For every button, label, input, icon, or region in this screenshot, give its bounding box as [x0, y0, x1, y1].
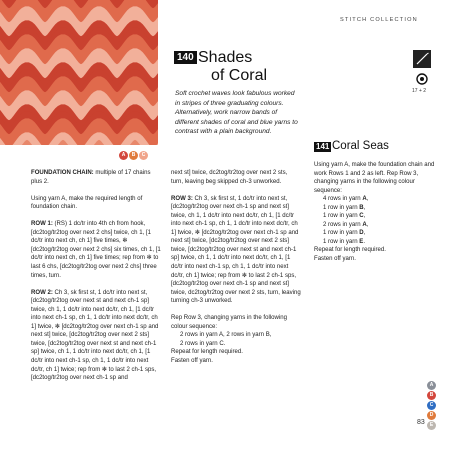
- colour-sequence-list: [314, 195, 442, 246]
- row-3-text: Ch 3, sk first st, 1 dc/tr into next st, [dc2tog/tr2tog over next ch-1 sp and next st] twice, ch 1, 1 dc/tr into next dc/tr, ch 1, [1 dc/tr into next ch-1 sp, ch 1, 1 dc/tr into next dc/tr, ch 1] twice, ✻ [dc2tog/tr2tog over next ch-1 sp and next st] twice, [dc2tog/tr2tog over next 2 sts] twice, [dc2tog/tr2tog over next st and next ch-1 sp] twice, ch 1, 1 dc/tr into next dc/tr, ch 1, [1 dc/tr into next ch-1 sp, ch 1, 1 dc/tr into next dc/tr, ch 1] twice; rep from ✻ to last 2 ch-1 sps, [dc2tog/tr2tog over next ch-1 sp and next st] twice, dc2tog/tr2tog over next 2 sts, turn, leaving turning ch-3 unworked.: [171, 195, 301, 305]
- repeat-instruction: Repeat for length required.: [171, 349, 243, 356]
- sequence-punctuation: ,: [366, 196, 369, 203]
- colour-sequence-line: [314, 221, 442, 230]
- row-1-label: ROW 1:: [31, 221, 53, 228]
- pattern-intro: Soft crochet waves look fabulous worked in stripes of three graduating colours. Alternatively, work narrow bands of different shades of coral and blue yarns to contrast with a plain background.: [175, 90, 298, 136]
- row-1-text: (RS) 1 dc/tr into 4th ch from hook, [dc2tog/tr2tog over next 2 chs] twice, ch 1, [1 dc/tr into next ch, ch 1] five times, ✻ [dc2tog/tr2tog over next 2 chs] six times, ch 1, [1 dc/tr into next ch, ch 1] five times; rep from ✻ to last 6 chs, [dc2tog/tr2tog over next 2 chs] three times, turn.: [31, 221, 161, 279]
- colour-sequence-line: [314, 195, 442, 204]
- repeat-instruction: Repeat for length required.: [314, 247, 386, 254]
- sequence-punctuation: ,: [363, 230, 366, 237]
- pattern-title-line2: of Coral: [211, 67, 268, 84]
- pattern-number: 140: [174, 51, 197, 64]
- sequence-text: 1 row in yarn: [323, 230, 360, 237]
- pattern-title-line1: Shades: [198, 49, 253, 66]
- row-3-label: ROW 3:: [171, 195, 193, 202]
- stitch-sample-photo: [0, 0, 158, 145]
- crochet-hook-icon: [413, 50, 431, 68]
- instructions-column-1: [31, 169, 161, 383]
- sequence-text: 1 row in yarn: [323, 238, 360, 245]
- yarn-badge-b: B: [427, 391, 436, 400]
- instructions-column-2: [171, 169, 301, 366]
- section-header: STITCH COLLECTION: [340, 17, 418, 23]
- instruction-paragraph: Using yarn A, make the required length of foundation chain.: [31, 195, 143, 211]
- pattern-141-title: Coral Seas: [332, 140, 389, 152]
- sequence-yarn: B: [359, 204, 364, 211]
- coral-seas-intro: Using yarn A, make the foundation chain and work Rows 1 and 2 as left. Rep Row 3, changing yarns in the following colour sequence:: [314, 162, 435, 194]
- sequence-yarn: A: [362, 196, 367, 203]
- colour-sequence-intro: Rep Row 3, changing yarns in the following colour sequence:: [171, 315, 287, 330]
- colour-sequence-line: 2 rows in yarn C.: [180, 340, 226, 347]
- sequence-text: 2 rows in yarn: [323, 221, 363, 228]
- sequence-text: 1 row in yarn: [323, 204, 360, 211]
- sequence-yarn: A: [362, 221, 367, 228]
- page-number: 83: [417, 419, 425, 426]
- pattern-141-number: 141: [316, 142, 330, 151]
- yarn-badge-d: D: [427, 411, 436, 420]
- colour-sequence-line: [314, 212, 442, 221]
- yarn-badge-b: B: [129, 151, 138, 160]
- colour-sequence-line: 2 rows in yarn A, 2 rows in yarn B,: [180, 332, 272, 339]
- sequence-punctuation: ,: [363, 213, 366, 220]
- yarn-badge-c: C: [139, 151, 148, 160]
- row-2-label: ROW 2:: [31, 289, 53, 296]
- instructions-column-3: [314, 161, 442, 264]
- stitch-multiple-label: 17 + 2: [412, 88, 427, 94]
- foundation-text: multiple of 17 chains plus 2.: [31, 170, 151, 185]
- yarn-badge-a: A: [119, 151, 128, 160]
- row-2-text: Ch 3, sk first st, 1 dc/tr into next st, [dc2tog/tr2tog over next st and next ch-1 sp] twice, ch 1, 1 dc/tr into next dc/tr, ch 1, [1 dc/tr into next ch-1 sp, ch 1, 1 dc/tr into next dc/tr, ch 1] twice, ✻ [dc2tog/tr2tog over next ch-1 sp and next st] twice, [dc2tog/tr2tog over next 2 sts] twice, [dc2tog/tr2tog over next st and next ch-1 sp] twice, ch 1, 1 dc/tr into next dc/tr, ch 1, [1 dc/tr into next ch-1 sp, ch 1, 1 dc/tr into next dc/tr, ch 1] twice; rep from ✻ to last 2 ch-1 sps, [dc2tog/tr2tog over next ch-1 sp and: [31, 289, 159, 382]
- sequence-punctuation: ,: [363, 204, 366, 211]
- fasten-off-instruction: Fasten off yarn.: [171, 358, 213, 365]
- sequence-punctuation: .: [363, 238, 366, 245]
- colour-sequence-line: [314, 238, 442, 247]
- yarn-badge-a: A: [427, 381, 436, 390]
- sequence-yarn: E: [359, 238, 364, 245]
- yarn-weight-icon: [416, 72, 428, 84]
- sequence-yarn: C: [359, 213, 364, 220]
- colour-sequence-line: [314, 204, 442, 213]
- colour-sequence-line: [314, 229, 442, 238]
- yarn-badge-c: C: [427, 401, 436, 410]
- yarn-badge-e: E: [427, 421, 436, 430]
- sequence-text: 4 rows in yarn: [323, 196, 363, 203]
- sequence-text: 1 row in yarn: [323, 213, 360, 220]
- foundation-label: FOUNDATION CHAIN:: [31, 170, 94, 176]
- fasten-off-instruction: Fasten off yarn.: [314, 256, 356, 263]
- sequence-punctuation: ,: [366, 221, 369, 228]
- sequence-yarn: D: [359, 230, 364, 237]
- row-2-continued: next st] twice, dc2tog/tr2tog over next 2 sts, turn, leaving beg skipped ch-3 unworked.: [171, 170, 288, 185]
